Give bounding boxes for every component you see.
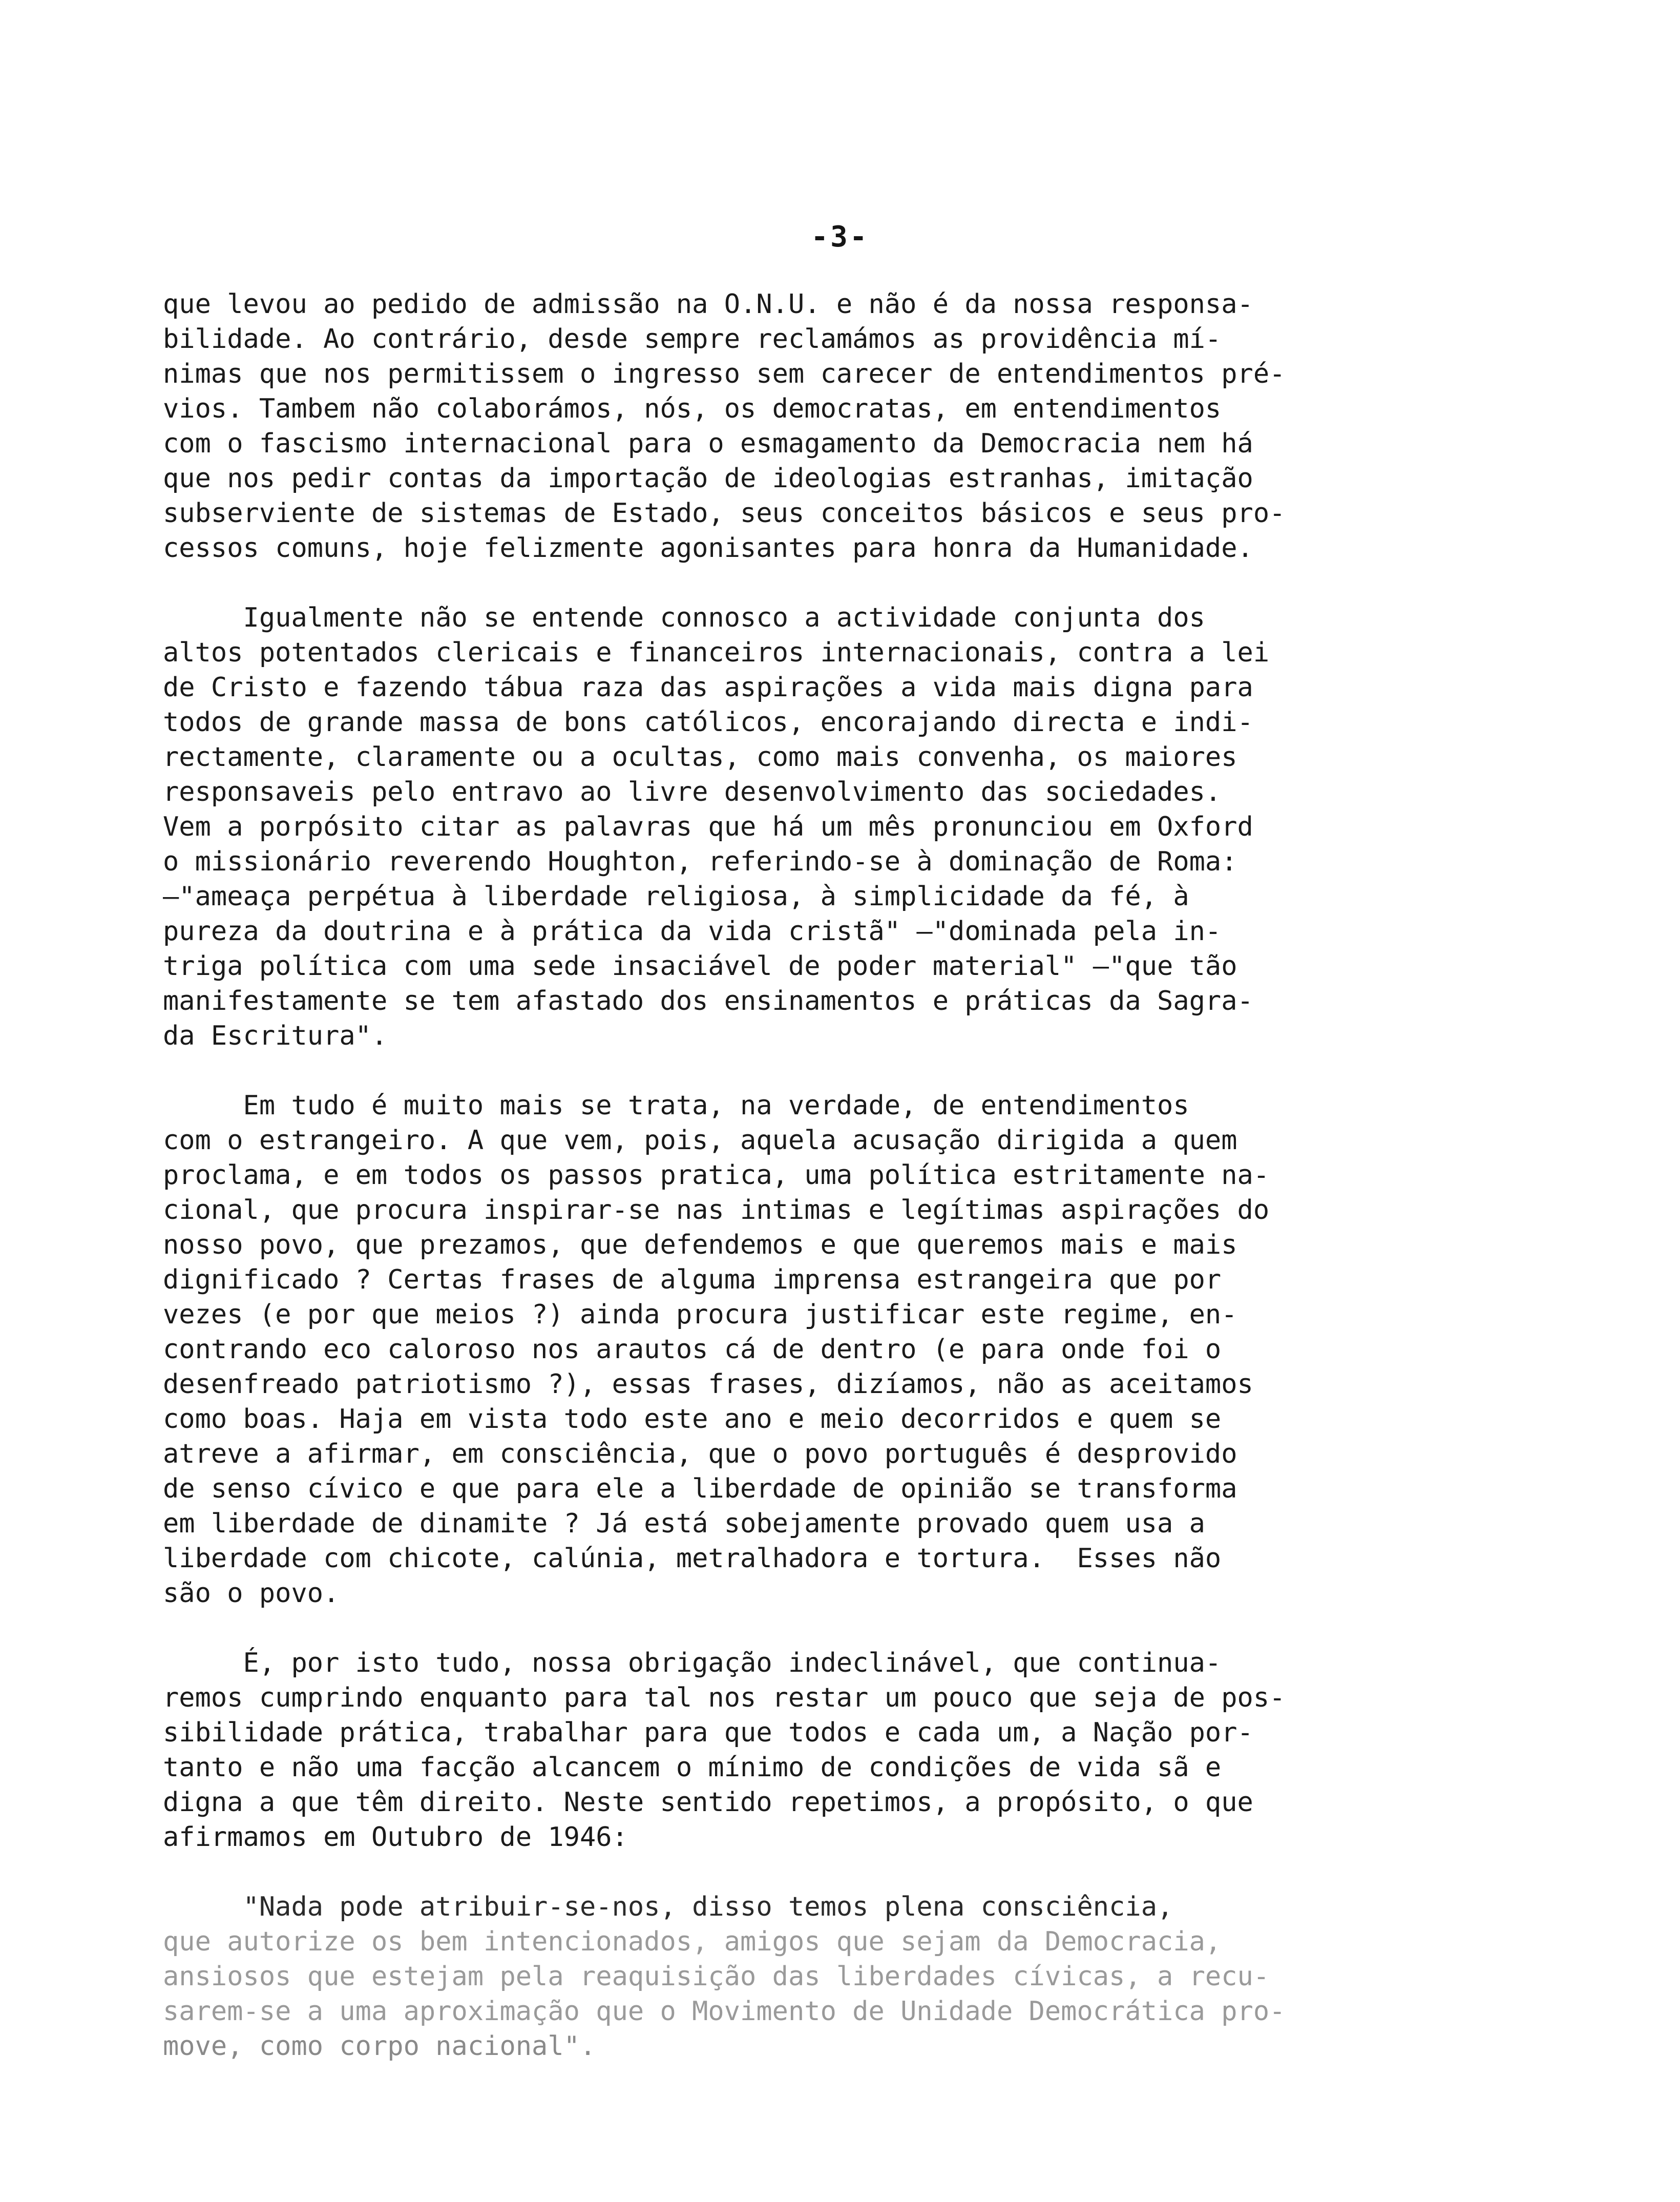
text-line: vezes (e por que meios ?) ainda procura justificar este regime, en-: [163, 1299, 1237, 1330]
text-line: nimas que nos permitissem o ingresso sem carecer de entendimentos pré-: [163, 359, 1286, 389]
text-line: são o povo.: [163, 1578, 340, 1609]
text-line: de senso cívico e que para ele a liberdade de opinião se transforma: [163, 1473, 1237, 1504]
text-line: É, por isto tudo, nossa obrigação indeclinável, que continua-: [163, 1648, 1222, 1678]
text-line: cional, que procura inspirar-se nas intimas e legítimas aspirações do: [163, 1195, 1270, 1225]
text-line: como boas. Haja em vista todo este ano e meio decorridos e quem se: [163, 1404, 1222, 1435]
text-line: responsaveis pelo entravo ao livre desenvolvimento das sociedades.: [163, 777, 1222, 807]
text-line: nosso povo, que prezamos, que defendemos e que queremos mais e mais: [163, 1230, 1237, 1260]
paragraph-3: [163, 1088, 1577, 1611]
quote-line: move, como corpo nacional".: [163, 2031, 596, 2062]
text-line: atreve a afirmar, em consciência, que o povo português é desprovido: [163, 1439, 1237, 1469]
text-line: bilidade. Ao contrário, desde sempre reclamámos as providência mí-: [163, 324, 1222, 355]
text-line: tanto e não uma facção alcancem o mínimo de condições de vida sã e: [163, 1752, 1222, 1783]
body-text: [163, 287, 1577, 2099]
text-line: remos cumprindo enquanto para tal nos restar um pouco que seja de pos-: [163, 1682, 1286, 1713]
text-line: cessos comuns, hoje felizmente agonisantes para honra da Humanidade.: [163, 533, 1253, 564]
text-line: digna a que têm direito. Neste sentido repetimos, a propósito, o que: [163, 1787, 1253, 1818]
text-line: —"ameaça perpétua à liberdade religiosa, à simplicidade da fé, à: [163, 881, 1189, 912]
text-line: afirmamos em Outubro de 1946:: [163, 1822, 628, 1853]
quote-line: "Nada pode atribuir-se-nos, disso temos plena consciência,: [163, 1892, 1173, 1922]
text-line: que levou ao pedido de admissão na O.N.U. e não é da nossa responsa-: [163, 289, 1253, 320]
text-line: o missionário reverendo Houghton, referindo-se à dominação de Roma:: [163, 846, 1237, 877]
page-number: -3-: [811, 220, 869, 254]
text-line: com o fascismo internacional para o esmagamento da Democracia nem há: [163, 428, 1253, 459]
text-line: que nos pedir contas da importação de ideologias estranhas, imitação: [163, 463, 1253, 494]
text-line: proclama, e em todos os passos pratica, uma política estritamente na-: [163, 1160, 1270, 1191]
text-line: da Escritura".: [163, 1021, 388, 1051]
quote-line: que autorize os bem intencionados, amigos que sejam da Democracia,: [163, 1926, 1222, 1957]
text-line: dignificado ? Certas frases de alguma imprensa estrangeira que por: [163, 1264, 1222, 1295]
text-line: rectamente, claramente ou a ocultas, como mais convenha, os maiores: [163, 742, 1237, 773]
text-line: desenfreado patriotismo ?), essas frases, dizíamos, não as aceitamos: [163, 1369, 1253, 1400]
text-line: triga política com uma sede insaciável de poder material" —"que tão: [163, 951, 1237, 982]
text-line: manifestamente se tem afastado dos ensinamentos e práticas da Sagra-: [163, 986, 1253, 1016]
text-line: Igualmente não se entende connosco a actividade conjunta dos: [163, 603, 1205, 633]
text-line: contrando eco caloroso nos arautos cá de dentro (e para onde foi o: [163, 1334, 1222, 1365]
quoted-passage: [163, 1889, 1577, 2064]
quote-line: ansiosos que estejam pela reaquisição das liberdades cívicas, a recu-: [163, 1961, 1270, 1992]
text-line: liberdade com chicote, calúnia, metralhadora e tortura. Esses não: [163, 1543, 1222, 1574]
text-line: de Cristo e fazendo tábua raza das aspirações a vida mais digna para: [163, 672, 1253, 703]
text-line: subserviente de sistemas de Estado, seus conceitos básicos e seus pro-: [163, 498, 1286, 529]
text-line: em liberdade de dinamite ? Já está sobejamente provado quem usa a: [163, 1508, 1205, 1539]
text-line: vios. Tambem não colaborámos, nós, os democratas, em entendimentos: [163, 393, 1222, 424]
text-line: com o estrangeiro. A que vem, pois, aquela acusação dirigida a quem: [163, 1125, 1237, 1156]
text-line: Vem a porpósito citar as palavras que há um mês pronunciou em Oxford: [163, 812, 1253, 842]
text-line: Em tudo é muito mais se trata, na verdade, de entendimentos: [163, 1090, 1189, 1121]
paragraph-1: [163, 287, 1577, 566]
text-line: todos de grande massa de bons católicos, encorajando directa e indi-: [163, 707, 1253, 738]
text-line: pureza da doutrina e à prática da vida cristã" —"dominada pela in-: [163, 916, 1222, 947]
quote-line: sarem-se a uma aproximação que o Movimento de Unidade Democrática pro-: [163, 1996, 1286, 2027]
text-line: sibilidade prática, trabalhar para que todos e cada um, a Nação por-: [163, 1717, 1253, 1748]
paragraph-4: [163, 1646, 1577, 1855]
text-line: altos potentados clericais e financeiros internacionais, contra a lei: [163, 637, 1270, 668]
paragraph-2: [163, 600, 1577, 1053]
